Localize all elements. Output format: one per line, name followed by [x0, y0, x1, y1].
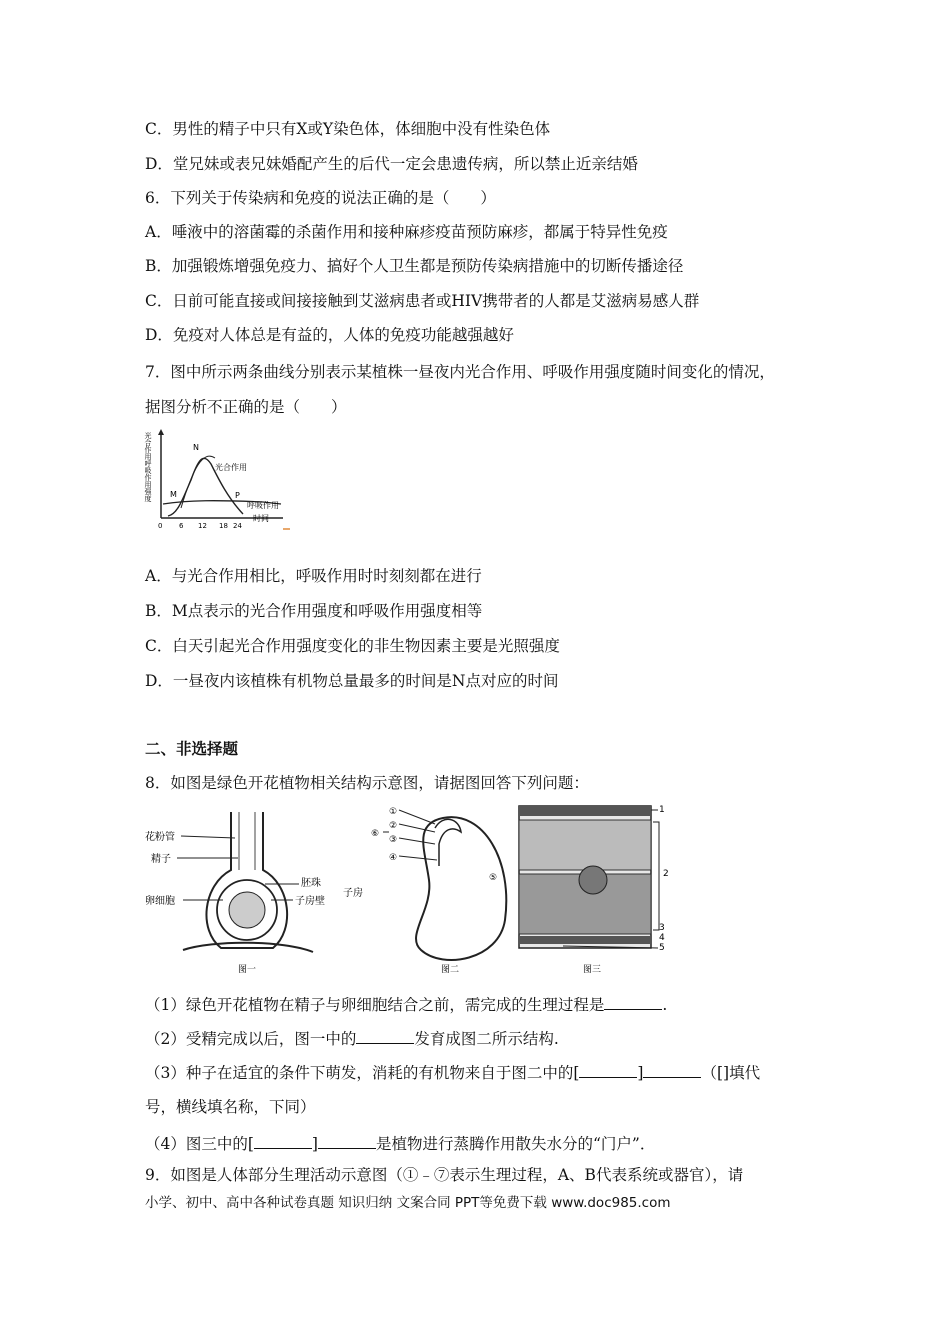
question-8-part-3: [145, 1061, 760, 1083]
fig8-mark-6: ⑥: [371, 829, 380, 839]
q8-1-text: （1）绿色开花植物在精子与卵细胞结合之前，需完成的生理过程是: [145, 996, 605, 1014]
question-7-option-c: C．白天引起光合作用强度变化的非生物因素主要是光照强度: [145, 637, 560, 655]
fig8-mark-4: ④: [389, 853, 398, 863]
fig7-tick-6: 6: [179, 522, 184, 530]
question-6: 6．下列关于传染病和免疫的说法正确的是（ ）: [145, 189, 496, 207]
fig7-point-n: N: [193, 443, 199, 452]
fig8-caption-2: 图二: [441, 965, 460, 975]
fig8-mark-leaf-3: 3: [659, 923, 665, 933]
question-7-continued: 据图分析不正确的是（ ）: [145, 398, 347, 416]
fig7-label-respiration: 呼吸作用: [247, 501, 279, 510]
q8-2-end: 发育成图二所示结构.: [414, 1030, 559, 1048]
fig7-tick-12: 12: [198, 522, 207, 530]
page-footer: 小学、初中、高中各种试卷真题 知识归纳 文案合同 PPT等免费下载 www.doc985.com: [145, 1195, 671, 1211]
fig8-mark-leaf-2: 2: [663, 869, 669, 879]
option-c-sex-chromosome: C．男性的精子中只有X或Y染色体，体细胞中没有性染色体: [145, 120, 551, 138]
section-heading-non-choice: 二、非选择题: [145, 740, 239, 758]
question-8-part-1: [145, 993, 667, 1015]
q8-2-blank[interactable]: [356, 1027, 414, 1044]
fig8-mark-3: ③: [389, 835, 398, 845]
figure-photosynthesis-curve: [143, 428, 295, 536]
option-d-cousin-marriage: D．堂兄妹或表兄妹婚配产生的后代一定会患遗传病，所以禁止近亲结婚: [145, 155, 638, 173]
question-8-part-3-continued: 号，横线填名称，下同）: [145, 1098, 316, 1116]
fig7-point-m: M: [170, 490, 177, 499]
fig7-y-label: 光合作用呼吸作用强度: [144, 432, 152, 502]
q8-3-text: （3）种子在适宜的条件下萌发，消耗的有机物来自于图二中的[: [145, 1064, 580, 1082]
fig8-mark-leaf-5: 5: [659, 943, 665, 953]
fig7-tick-24: 24: [233, 522, 242, 530]
fig8-caption-3: 图三: [583, 965, 602, 975]
figure-plant-structures: [143, 800, 675, 980]
q8-4-blank-name[interactable]: [318, 1132, 376, 1149]
question-7-option-d: D．一昼夜内该植株有机物总量最多的时间是N点对应的时间: [145, 672, 559, 690]
fig8-caption-1: 图一: [238, 965, 257, 975]
fig8-mark-leaf-4: 4: [659, 933, 665, 943]
fig7-tick-18: 18: [219, 522, 228, 530]
q8-1-end: .: [662, 996, 668, 1014]
fig8-label-ovule: 胚珠: [301, 878, 321, 889]
question-7-option-b: B．M点表示的光合作用强度和呼吸作用强度相等: [145, 602, 483, 620]
q8-3-blank-code[interactable]: [579, 1061, 637, 1078]
fig8-label-sperm: 精子: [151, 854, 171, 865]
fig8-label-egg: 卵细胞: [145, 896, 175, 907]
fig8-diagram-2: [371, 807, 506, 975]
fig8-diagram-1: [145, 812, 363, 975]
fig7-label-time: 时间: [253, 514, 269, 523]
q8-2-text: （2）受精完成以后，图一中的: [145, 1030, 357, 1048]
fig8-label-ovary-wall: 子房壁: [295, 896, 325, 907]
fig8-mark-5: ⑤: [489, 873, 498, 883]
question-8: 8．如图是绿色开花植物相关结构示意图，请据图回答下列问题：: [145, 774, 589, 792]
question-8-part-4: [145, 1132, 655, 1154]
q8-4-text: （4）图三中的[: [145, 1135, 254, 1153]
question-6-option-d: D．免疫对人体总是有益的，人体的免疫功能越强越好: [145, 326, 514, 344]
q8-4-end: 是植物进行蒸腾作用散失水分的“门户”．: [375, 1135, 656, 1153]
question-7-option-a: A．与光合作用相比，呼吸作用时时刻刻都在进行: [145, 567, 482, 585]
q8-3-bracket: ]: [637, 1064, 644, 1082]
question-7: 7．图中所示两条曲线分别表示某植株一昼夜内光合作用、呼吸作用强度随时间变化的情况，: [145, 363, 775, 381]
fig7-label-photosynthesis: 光合作用: [215, 463, 247, 472]
q8-3-blank-name[interactable]: [643, 1061, 701, 1078]
question-9: 9．如图是人体部分生理活动示意图（①﹣⑦表示生理过程，A、B代表系统或器官），请: [145, 1166, 744, 1184]
fig7-tick-0: 0: [158, 522, 163, 530]
q8-4-bracket: ]: [311, 1135, 318, 1153]
question-6-option-a: A．唾液中的溶菌霉的杀菌作用和接种麻疹疫苗预防麻疹，都属于特异性免疫: [145, 223, 668, 241]
question-8-part-2: [145, 1027, 559, 1049]
fig8-label-ovary: 子房: [343, 888, 363, 899]
fig8-mark-1: ①: [389, 807, 398, 817]
fig8-mark-2: ②: [389, 821, 398, 831]
q8-1-blank[interactable]: [604, 993, 662, 1010]
fig8-diagram-3: [519, 805, 669, 975]
fig8-label-pollen-tube: 花粉管: [145, 832, 175, 843]
question-6-option-b: B．加强锻炼增强免疫力、搞好个人卫生都是预防传染病措施中的切断传播途径: [145, 257, 684, 275]
fig8-mark-leaf-1: 1: [659, 805, 665, 815]
q8-3-note: （[]填代: [701, 1064, 761, 1082]
fig7-point-p: P: [235, 491, 240, 500]
question-6-option-c: C．日前可能直接或间接接触到艾滋病患者或HIV携带者的人都是艾滋病易感人群: [145, 292, 700, 310]
q8-4-blank-code[interactable]: [254, 1132, 312, 1149]
